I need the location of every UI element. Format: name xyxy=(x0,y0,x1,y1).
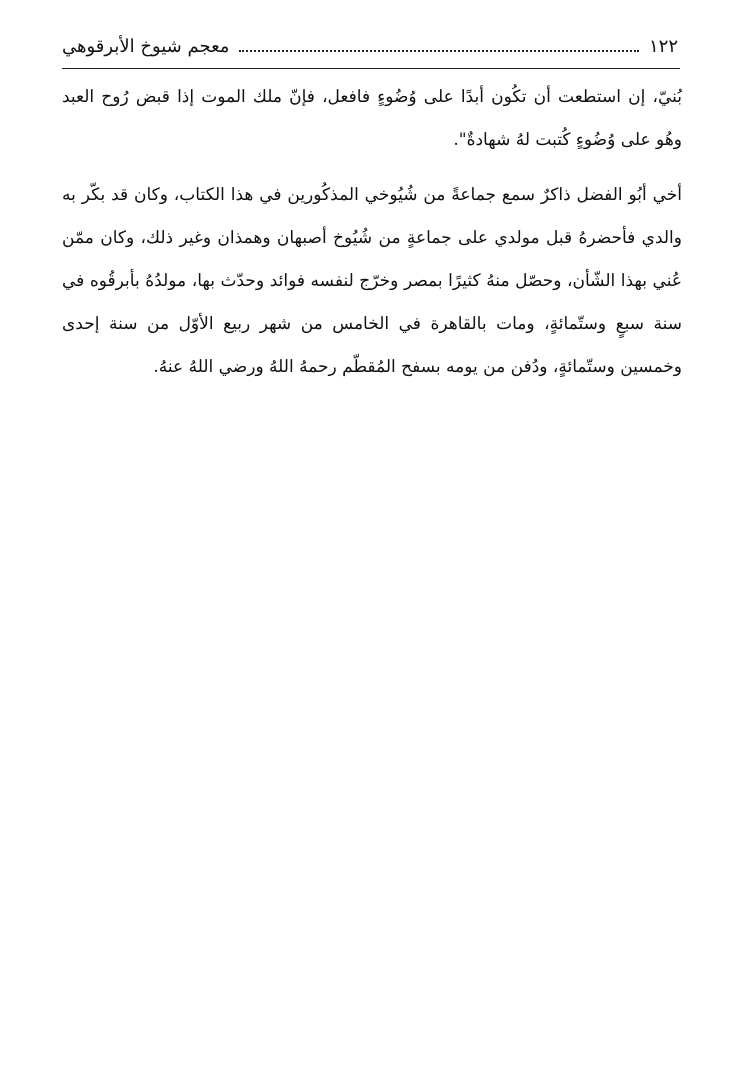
running-header xyxy=(62,30,678,64)
book-title: معجم شيوخ الأبرقوهي xyxy=(62,36,230,57)
header-rule xyxy=(62,68,680,69)
dotted-leader xyxy=(239,50,639,52)
paragraph-biography: أخي أبُو الفضل ذاكرٌ سمع جماعةً من شُيُوخي المذكُورين في هذا الكتاب، وكان قد بكّر به والدي فأحضرهُ قبل مولدي على جماعةٍ من شُيُوخ أصبهان وهمذان وغير ذلك، وكان ممّن عُني بهذا الشّأن، وحصّل منهُ كثيرًا بمصر وخرّج لنفسه فوائد وحدّث بها، مولدُهُ بأبرقُوه في سنة سبعٍ وستّمائةٍ، ومات بالقاهرة في الخامس من شهر ربيع الأوّل من سنة إحدى وخمسين وستّمائةٍ، ودُفن من يومه بسفح المُقطّم رحمهُ اللهُ ورضي اللهُ عنهُ. xyxy=(62,185,682,377)
paragraph-hadith-ending: بُنيّ، إن استطعت أن تكُون أبدًا على وُضُوءٍ فافعل، فإنّ ملك الموت إذا قبض رُوح العبد وهُو على وُضُوءٍ كُتبت لهُ شهادةٌ". xyxy=(62,87,682,150)
body-text xyxy=(62,76,682,389)
page-number: ١٢٢ xyxy=(648,36,678,57)
